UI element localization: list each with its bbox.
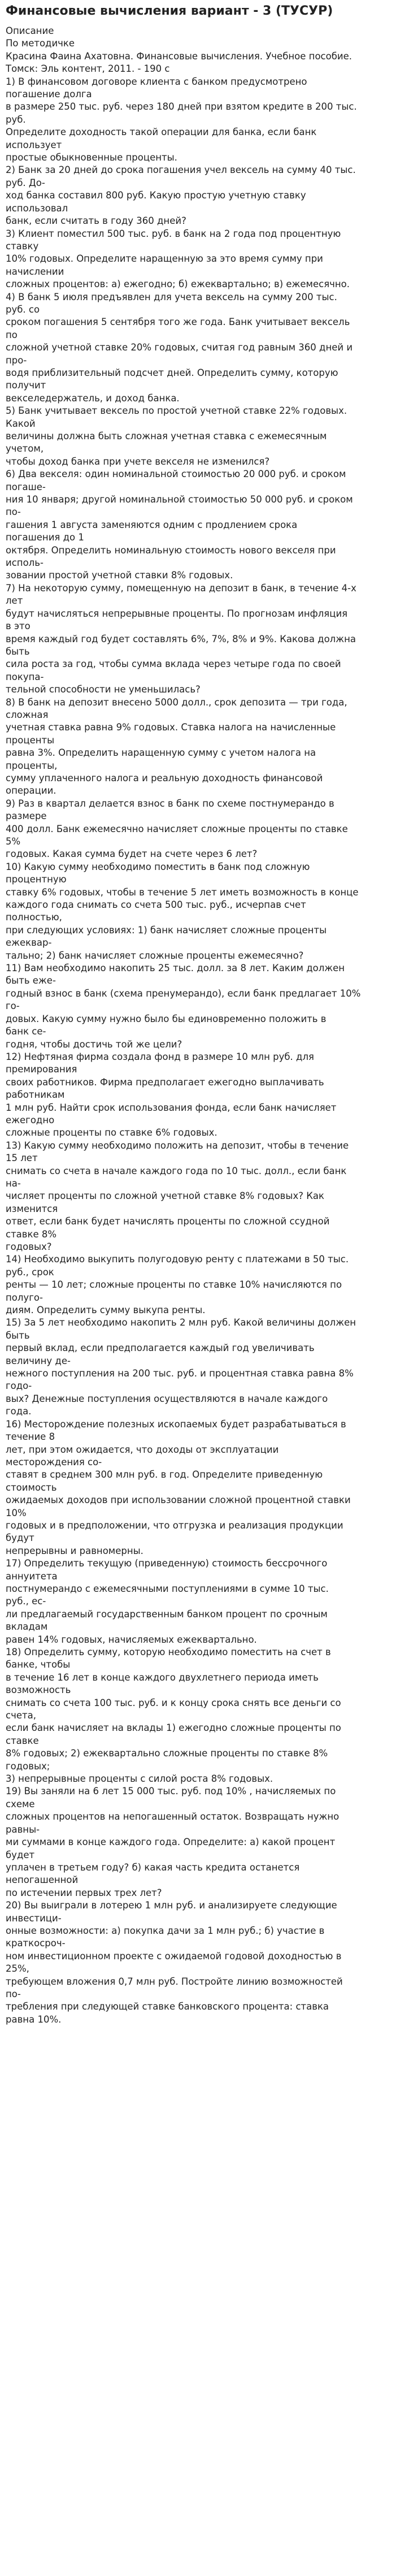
text-line: руб. — [6, 114, 26, 125]
text-line: первый вклад, если предполагается каждый год увеличивать — [6, 1343, 315, 1354]
text-line: руб., срок — [6, 1266, 54, 1278]
text-line: года. — [6, 1406, 32, 1417]
text-line: гашения 1 августа заменяются одним с продлением срока — [6, 519, 298, 530]
text-line: сила роста за год, чтобы сумма вклада через четыре года по своей — [6, 659, 341, 670]
text-line: стоимость — [6, 1482, 57, 1493]
text-line: изменится — [6, 1203, 58, 1214]
text-line: возможность — [6, 1685, 71, 1696]
text-line: будут начисляться непрерывные проценты. По прогнозам инфляция — [6, 608, 348, 619]
text-line: размере — [6, 811, 47, 822]
text-line: ния 10 января; другой номинальной стоимостью 50 000 руб. и сроком — [6, 494, 353, 505]
text-line: ставку — [6, 240, 39, 252]
text-line: лет, при этом ожидается, что доходы от эксплуатации — [6, 1444, 279, 1455]
text-line: 13) Какую сумму необходимо положить на депозит, чтобы в течение — [6, 1140, 349, 1151]
text-line: сложных процентов: а) ежегодно; б) ежеквартально; в) ежемесячно. — [6, 279, 350, 290]
text-line: инвестици- — [6, 1912, 62, 1924]
text-line: сроком погашения 5 сентября того же года. Банк учитывает вексель — [6, 317, 350, 328]
text-line: процентную — [6, 874, 67, 885]
text-line: тально; 2) банк начисляет сложные проценты ежемесячно? — [6, 950, 304, 961]
text-line: 18) Определить сумму, которую необходимо поместить на счет в — [6, 1647, 331, 1657]
text-line: сложных процентов на непогашенный остаток. Возвращать нужно — [6, 1811, 340, 1822]
text-line: ход банка составил 800 руб. Какую простую учетную ставку — [6, 190, 306, 201]
text-line: вых? Денежные поступления осуществляются в начале каждого — [6, 1393, 328, 1404]
text-line: 3) непрерывные проценты с силой роста 8% годовых. — [6, 1773, 273, 1785]
text-line: водя приблизительный подсчет дней. Определить сумму, которую — [6, 367, 338, 378]
text-line: 7) На некоторую сумму, помещенную на депозит в банк, в течение 4-х — [6, 582, 356, 594]
text-line: годовых и в предположении, что отгрузка и реализация продукции — [6, 1519, 343, 1531]
text-line: начислении — [6, 266, 64, 277]
text-line: годо- — [6, 1380, 32, 1392]
text-line: учетная ставка равна 9% годовых. Ставка налога на начисленные — [6, 722, 336, 733]
text-line: банк, если считать в году 360 дней? — [6, 215, 186, 227]
text-line: краткосроч- — [6, 1938, 66, 1949]
text-line: 14) Необходимо выкупить полугодовую ренту с платежами в 50 тыс. — [6, 1254, 349, 1265]
text-line: равен 14% годовых, начисляемых ежеквартально. — [6, 1634, 257, 1645]
text-line: онные возможности: а) покупка дачи за 1 млн руб.; б) участие в — [6, 1925, 325, 1936]
text-line: по — [6, 329, 18, 340]
text-line: в размере 250 тыс. руб. через 180 дней при взятом кредите в 200 тыс. — [6, 101, 357, 112]
text-line: ставке 8% — [6, 1228, 57, 1240]
text-line: премирования — [6, 1064, 77, 1075]
text-line: использует — [6, 139, 62, 150]
text-line: исполь- — [6, 557, 43, 569]
text-line: про- — [6, 354, 27, 366]
text-line: 15) За 5 лет необходимо накопить 2 млн руб. Какой величины должен — [6, 1317, 356, 1328]
text-line: ставке — [6, 1735, 39, 1746]
text-line: Определите доходность такой операции для банка, если банк — [6, 127, 317, 138]
text-line: время каждый год будет составлять 6%, 7%, 8% и 9%. Какова должна — [6, 633, 356, 644]
text-line: снимать со счета в начале каждого года по 10 тыс. долл., если банк — [6, 1165, 347, 1176]
text-line: тельной способности не уменьшилась? — [6, 684, 201, 695]
text-line: уплачен в третьем году? б) какая часть кредита останется — [6, 1861, 300, 1873]
text-line: 12) Нефтяная фирма создала фонд в размере 10 млн руб. для — [6, 1051, 314, 1062]
text-line: непогашенной — [6, 1874, 79, 1886]
text-line: 4) В банк 5 июля предъявлен для учета вексель на сумму 200 тыс. — [6, 291, 337, 302]
text-line: довых. Какую сумму нужно было бы единовременно положить в — [6, 1013, 327, 1024]
text-line: 8% годовых; 2) ежеквартально сложные проценты по ставке 8% — [6, 1748, 328, 1759]
text-line: По методичке — [6, 38, 75, 49]
text-line: быть — [6, 646, 30, 657]
text-line: ставку 6% годовых, чтобы в течение 5 лет иметь возможность в конце — [6, 886, 359, 898]
text-line: каждого года снимать со счета 500 тыс. руб., исчерпав счет — [6, 899, 306, 911]
text-line: быть — [6, 1330, 30, 1341]
text-line: своих работников. Фирма предполагает ежегодно выплачивать — [6, 1076, 324, 1088]
text-line: вкладам — [6, 1621, 48, 1633]
text-line: учетом, — [6, 443, 44, 454]
text-line: Описание — [6, 25, 54, 36]
text-line: на- — [6, 1177, 21, 1189]
text-line: 10% годовых. Определите наращенную за это время сумму при — [6, 253, 323, 265]
text-line: равна 3%. Определить наращенную сумму с учетом налога на — [6, 747, 316, 759]
text-line: 1 млн руб. Найти срок использования фонда, если банк начисляет — [6, 1102, 337, 1113]
text-line: 8) В банк на депозит внесено 5000 долл., срок депозита — три года, — [6, 696, 347, 708]
text-line: непрерывны и равномерны. — [6, 1545, 143, 1556]
text-line: работникам — [6, 1089, 65, 1101]
text-line: равны- — [6, 1824, 40, 1835]
text-line: ном инвестиционном проекте с ожидаемой годовой доходностью в — [6, 1950, 342, 1962]
text-line: будут — [6, 1532, 34, 1544]
text-line: банк се- — [6, 1026, 46, 1037]
text-line: ставят в среднем 300 млн руб. в год. Определите приведенную — [6, 1469, 323, 1480]
text-line: банке, чтобы — [6, 1659, 71, 1670]
text-line: аннуитета — [6, 1570, 58, 1582]
text-line: требующем вложения 0,7 млн руб. Постройте линию возможностей — [6, 1976, 343, 1987]
text-line: если банк начисляет на вклады 1) ежегодно сложные проценты по — [6, 1722, 341, 1734]
text-line: счета, — [6, 1710, 36, 1721]
text-line: получит — [6, 380, 46, 391]
text-line: 25%, — [6, 1963, 29, 1975]
text-line: числяет проценты по сложной учетной ставке 8% годовых? Как — [6, 1190, 324, 1202]
text-line: зовании простой учетной ставки 8% годовых. — [6, 570, 233, 581]
text-line: векселедержатель, и доход банка. — [6, 392, 180, 404]
text-line: будет — [6, 1849, 35, 1860]
text-line: величины должна быть сложная учетная ставка с ежемесячным — [6, 431, 327, 441]
text-line: ожидаемых доходов при использовании сложной процентной ставки — [6, 1495, 351, 1506]
text-line: ответ, если банк будет начислять проценты по сложной ссудной — [6, 1216, 330, 1227]
text-line: 2) Банк за 20 дней до срока погашения учел вексель на сумму 40 тыс. — [6, 164, 356, 176]
text-line: сложной учетной ставке 20% годовых, считая год равным 360 дней и — [6, 342, 353, 353]
text-line: равна 10%. — [6, 2014, 62, 2025]
text-line: годовых? — [6, 1241, 52, 1252]
text-line: годный взнос в банк (схема пренумерандо), если банк предлагает 10% — [6, 988, 361, 999]
text-line: 3) Клиент поместил 500 тыс. руб. в банк на 2 года под процентную — [6, 228, 341, 239]
text-line: 9) Раз в квартал делается взнос в банк по схеме постнумерандо в — [6, 798, 334, 809]
text-line: проценты, — [6, 760, 58, 771]
document-title: Финансовые вычисления вариант - 3 (ТУСУР) — [6, 4, 333, 18]
text-line: годня, чтобы достичь той же цели? — [6, 1038, 182, 1050]
text-line: Какой — [6, 418, 36, 429]
text-line: постнумерандо с ежемесячными поступлениями в сумме 10 тыс. — [6, 1583, 329, 1594]
text-line: полностью, — [6, 912, 62, 923]
text-line: по- — [6, 506, 21, 518]
text-line: 5% — [6, 836, 21, 847]
text-line: погашения до 1 — [6, 532, 84, 543]
text-line: 20) Вы выиграли в лотерею 1 млн руб. и анализируете следующие — [6, 1900, 337, 1911]
text-line: простые обыкновенные проценты. — [6, 152, 177, 163]
text-line: по- — [6, 1988, 21, 1999]
text-line: месторождения со- — [6, 1456, 102, 1467]
text-line: схеме — [6, 1798, 35, 1809]
text-line: погашение долга — [6, 89, 92, 100]
text-line: го- — [6, 1001, 20, 1012]
text-line: в течение 16 лет в конце каждого двухлетнего периода иметь — [6, 1672, 319, 1683]
text-line: сложная — [6, 709, 49, 720]
text-line: 15 лет — [6, 1153, 38, 1164]
text-line: руб. До- — [6, 177, 45, 188]
text-line: сложные проценты по ставке 6% годовых. — [6, 1127, 217, 1138]
text-line: ежеквар- — [6, 937, 52, 949]
text-line: 5) Банк учитывает вексель по простой учетной ставке 22% годовых. — [6, 405, 347, 417]
text-line: ми суммами в конце каждого года. Определите: а) какой процент — [6, 1837, 336, 1848]
text-line: диям. Определить сумму выкупа ренты. — [6, 1305, 206, 1316]
text-line: в это — [6, 621, 31, 632]
text-line: величину де- — [6, 1355, 71, 1366]
text-line: 10) Какую сумму необходимо поместить в банк под сложную — [6, 861, 310, 872]
text-line: руб. со — [6, 304, 40, 315]
text-line: полуго- — [6, 1292, 43, 1303]
text-line: чтобы доход банка при учете векселя не изменился? — [6, 456, 270, 467]
text-line: нежного поступления на 200 тыс. руб. и процентная ставка равна 8% — [6, 1368, 354, 1379]
text-line: проценты — [6, 734, 55, 746]
text-line: 19) Вы заняли на 6 лет 15 000 тыс. руб. под 10% , начисляемых по — [6, 1786, 336, 1797]
text-line: 16) Месторождение полезных ископаемых будет разрабатываться в — [6, 1418, 346, 1430]
text-line: операции. — [6, 785, 56, 796]
document-body — [6, 25, 391, 2026]
text-line: при следующих условиях: 1) банк начисляет сложные проценты — [6, 924, 327, 936]
text-line: 11) Вам необходимо накопить 25 тыс. долл. за 8 лет. Каким должен — [6, 963, 345, 974]
text-line: 17) Определить текущую (приведенную) стоимость бессрочного — [6, 1558, 328, 1569]
text-line: погаше- — [6, 481, 46, 492]
text-line: требления при следующей ставке банковского процента: ставка — [6, 2001, 329, 2012]
text-line: 6) Два векселя: один номинальной стоимостью 20 000 руб. и сроком — [6, 469, 346, 480]
text-line: руб., ес- — [6, 1596, 46, 1607]
text-line: 10% — [6, 1507, 27, 1518]
text-line: покупа- — [6, 671, 44, 682]
text-line: ренты — 10 лет; сложные проценты по ставке 10% начисляются по — [6, 1279, 342, 1291]
text-line: снимать со счета 100 тыс. руб. и к концу срока снять все деньги со — [6, 1697, 341, 1708]
text-line: течение 8 — [6, 1431, 55, 1443]
text-line: Томск: Эль контент, 2011. - 190 с — [6, 63, 170, 75]
text-line: ли предлагаемый государственным банком процент по срочным — [6, 1608, 328, 1620]
text-line: лет — [6, 595, 23, 607]
text-line: годовых. Какая сумма будет на счете через 6 лет? — [6, 848, 258, 860]
text-line: 1) В финансовом договоре клиента с банком предусмотрено — [6, 76, 307, 87]
text-line: 400 долл. Банк ежемесячно начисляет сложные проценты по ставке — [6, 823, 348, 834]
text-line: ежегодно — [6, 1114, 55, 1125]
text-line: по истечении первых трех лет? — [6, 1887, 162, 1898]
text-line: использовал — [6, 202, 68, 214]
text-line: Красина Фаина Ахатовна. Финансовые вычисления. Учебное пособие. — [6, 50, 353, 62]
text-line: быть еже- — [6, 975, 56, 986]
text-line: октября. Определить номинальную стоимость нового векселя при — [6, 544, 336, 556]
text-line: сумму уплаченного налога и реальную доходность финансовой — [6, 772, 323, 783]
text-line: годовых; — [6, 1760, 50, 1772]
